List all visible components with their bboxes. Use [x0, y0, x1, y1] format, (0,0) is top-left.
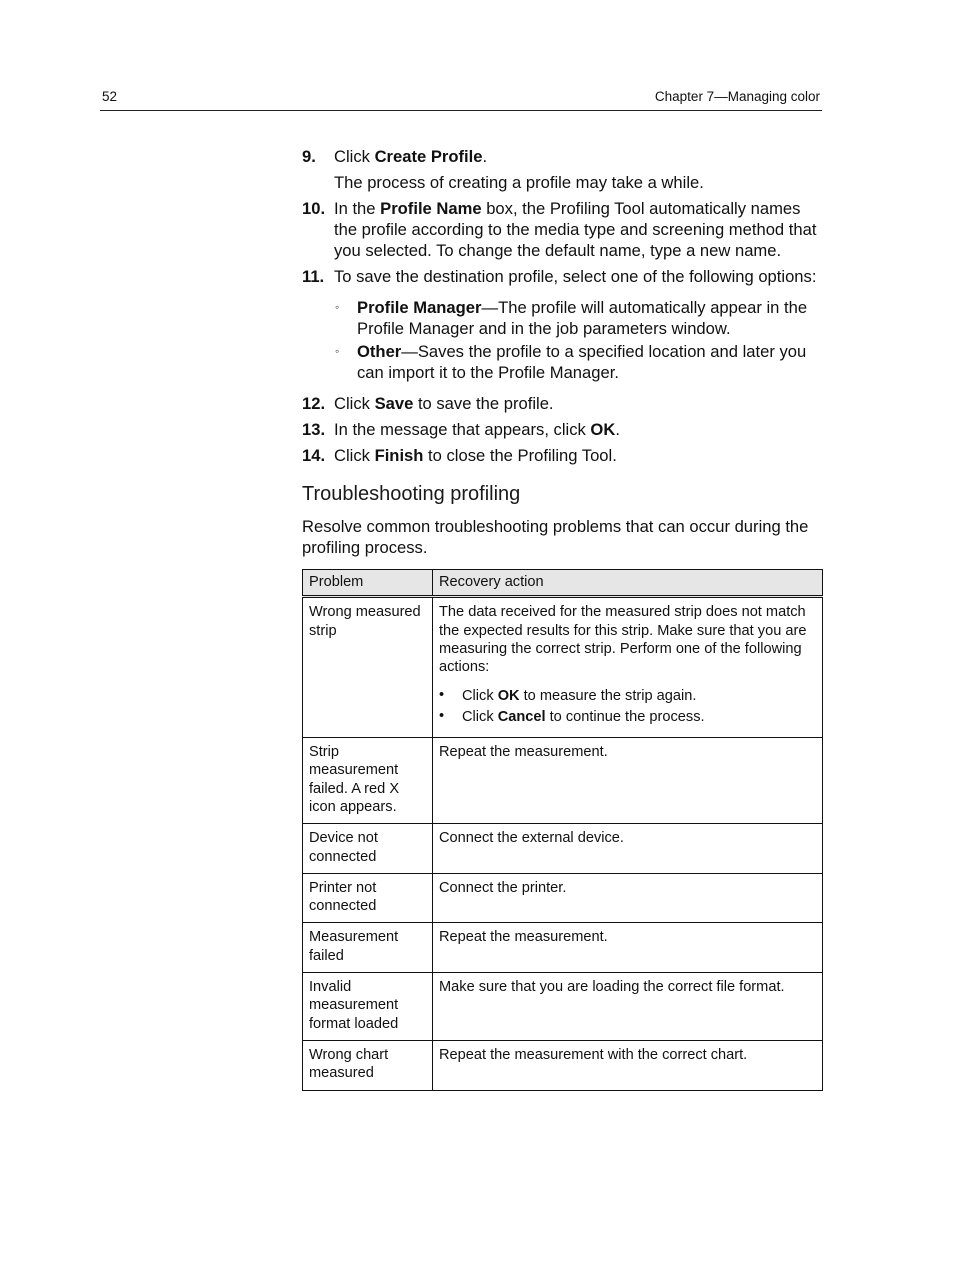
ui-label: OK [497, 688, 520, 705]
section-title: Troubleshooting profiling [302, 483, 521, 505]
step-number: 9. [302, 147, 316, 166]
action-cell: Connect the printer. [433, 873, 823, 923]
step-14 [302, 445, 822, 466]
step-text-post: to close the Profiling Tool. [423, 446, 617, 465]
option-profile-manager [334, 297, 822, 339]
problem-cell: Invalid measurement format loaded [303, 973, 433, 1041]
table-header-row [303, 570, 823, 597]
step-text [334, 146, 822, 167]
ui-label: Profile Name [380, 199, 482, 218]
step-text-post: to save the profile. [413, 394, 554, 413]
bullet-icon: • [439, 707, 445, 724]
step-number: 14. [302, 446, 326, 465]
option-text: —Saves the profile to a specified location and later you can import it to the Profile Manager. [357, 342, 807, 382]
troubleshooting-table [302, 569, 823, 1091]
section-intro: Resolve common troubleshooting problems that can occur during the profiling process. [302, 517, 809, 557]
step-text-pre: In the [334, 199, 381, 218]
ui-label: Save [374, 394, 414, 413]
step-text-pre: Click [334, 147, 375, 166]
step-text: To save the destination profile, select one of the following options: [334, 267, 817, 286]
problem-cell: Device not connected [303, 824, 433, 874]
action-cell: Make sure that you are loading the correct file format. [433, 973, 823, 1041]
action-bullet-list [439, 687, 816, 726]
bullet-text-post: to measure the strip again. [519, 688, 697, 705]
step-11 [302, 266, 822, 383]
table-row [303, 824, 823, 874]
step-13 [302, 419, 822, 440]
page-header [100, 88, 822, 111]
step-text [334, 393, 822, 414]
step-text [334, 445, 822, 466]
bullet-text-pre: Click [462, 708, 498, 725]
ui-label: Create Profile [374, 147, 483, 166]
option-label: Other [357, 342, 402, 361]
bullet-text-pre: Click [462, 688, 498, 705]
ui-label: OK [590, 420, 616, 439]
step-text-post: . [615, 420, 620, 439]
bullet-text-post: to continue the process. [545, 708, 705, 725]
step-9 [302, 146, 822, 193]
step-text-pre: In the message that appears, click [334, 420, 591, 439]
step-text [334, 419, 822, 440]
step-note: The process of creating a profile may take a while. [334, 173, 704, 192]
action-cell [433, 597, 823, 738]
circle-bullet-icon: ◦ [335, 344, 340, 358]
circle-bullet-icon: ◦ [335, 300, 340, 314]
action-cell: Repeat the measurement. [433, 923, 823, 973]
step-text-pre: Click [334, 446, 375, 465]
problem-cell: Wrong chart measured [303, 1040, 433, 1090]
option-list [334, 297, 822, 383]
list-item [439, 708, 816, 726]
step-number: 12. [302, 394, 326, 413]
table-row [303, 973, 823, 1041]
chapter-title: Chapter 7—Managing color [654, 89, 820, 104]
page-number: 52 [102, 89, 118, 104]
option-other [334, 341, 822, 383]
ui-label: Finish [374, 446, 424, 465]
action-cell: Connect the external device. [433, 824, 823, 874]
table-row [303, 873, 823, 923]
table-row [303, 1040, 823, 1090]
table-row [303, 738, 823, 824]
problem-cell: Measurement failed [303, 923, 433, 973]
step-12 [302, 393, 822, 414]
bullet-icon: • [439, 687, 445, 704]
column-header-problem: Problem [303, 570, 433, 597]
action-cell: Repeat the measurement with the correct chart. [433, 1040, 823, 1090]
table-row [303, 597, 823, 738]
page-content [302, 146, 822, 1091]
ui-label: Cancel [497, 708, 546, 725]
step-number: 10. [302, 199, 326, 218]
problem-cell: Strip measurement failed. A red X icon appears. [303, 738, 433, 824]
step-number: 13. [302, 420, 326, 439]
step-text-post: box, the Profiling Tool automatically names the profile according to the media type and screening method that you selected. To change the default name, type a new name. [334, 199, 817, 260]
step-text-post: . [482, 147, 488, 166]
list-item [439, 687, 816, 705]
step-text-pre: Click [334, 394, 375, 413]
table-row [303, 923, 823, 973]
action-cell: Repeat the measurement. [433, 738, 823, 824]
step-10 [302, 198, 822, 261]
problem-cell: Printer not connected [303, 873, 433, 923]
option-text: —The profile will automatically appear in the Profile Manager and in the job parameters window. [357, 298, 808, 338]
column-header-recovery-action: Recovery action [433, 570, 823, 597]
option-label: Profile Manager [357, 298, 482, 317]
step-text [334, 198, 822, 261]
action-text: The data received for the measured strip does not match the expected results for this strip. Make sure that you are measuring the correct strip. Perform one of the following actions: [439, 604, 807, 676]
step-number: 11. [302, 267, 325, 286]
problem-cell: Wrong measured strip [303, 597, 433, 738]
